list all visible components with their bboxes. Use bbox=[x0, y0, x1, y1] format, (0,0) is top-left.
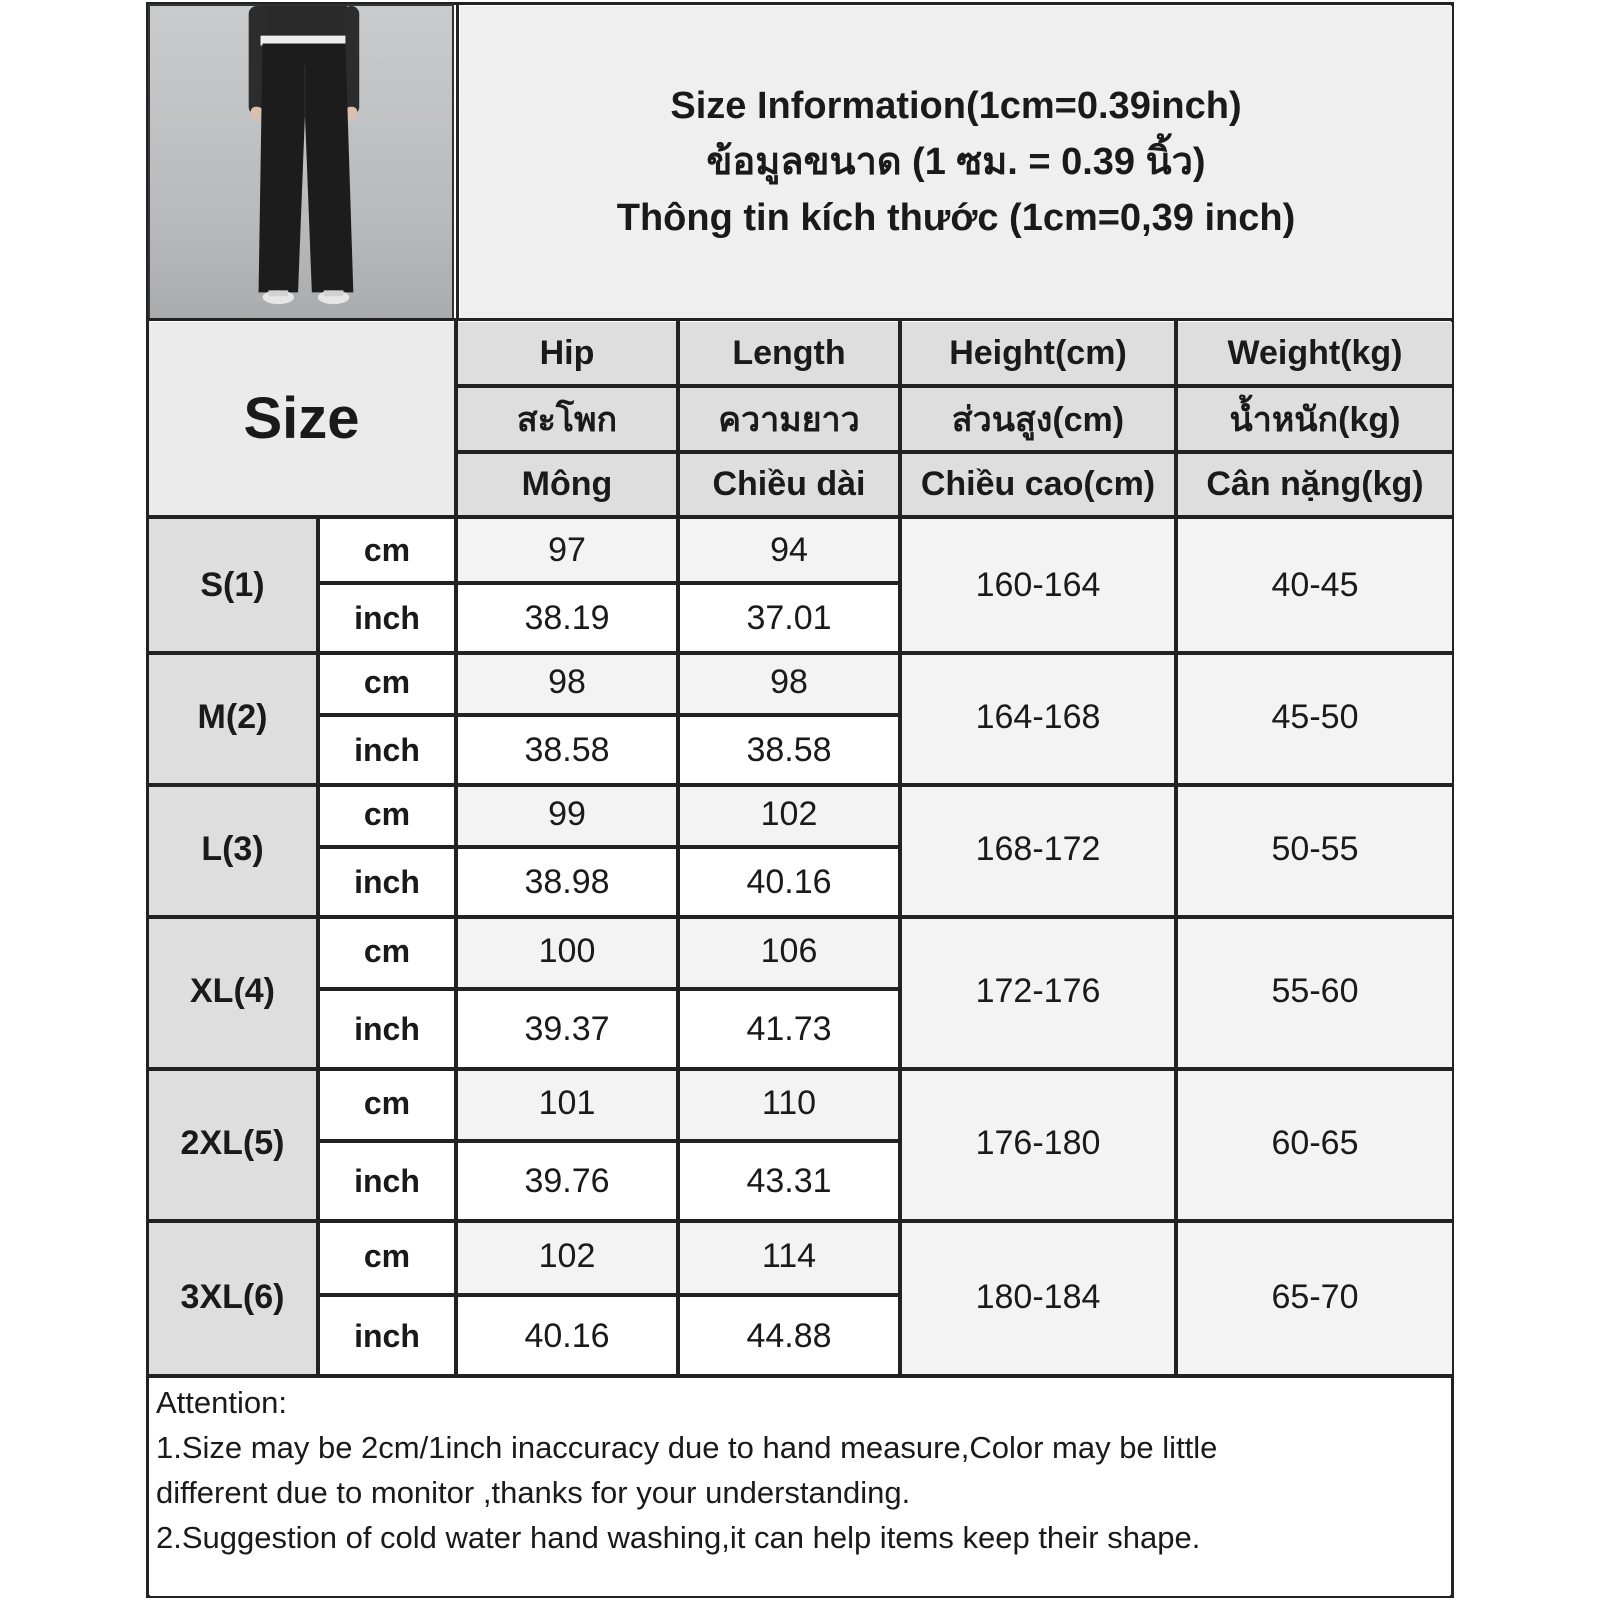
height-range: 160-164 bbox=[902, 519, 1174, 651]
unit-label-inch: inch bbox=[320, 1297, 454, 1375]
hip-inch-value: 38.19 bbox=[458, 585, 676, 651]
unit-label-cm: cm bbox=[320, 1067, 454, 1139]
title-divider bbox=[456, 2, 459, 320]
header-length-vi: Chiều dài bbox=[680, 454, 898, 515]
title-bottom-border bbox=[146, 318, 1454, 321]
row-block-line bbox=[146, 915, 1454, 919]
header-hip-en: Hip bbox=[458, 322, 676, 384]
size-label: XL(4) bbox=[149, 915, 316, 1067]
row-inner-line bbox=[320, 713, 898, 717]
weight-range: 60-65 bbox=[1178, 1067, 1452, 1219]
length-inch-value: 37.01 bbox=[680, 585, 898, 651]
product-photo bbox=[148, 4, 454, 320]
length-inch-value: 43.31 bbox=[680, 1143, 898, 1219]
header-height-th: ส่วนสูง(cm) bbox=[902, 388, 1174, 450]
table-bottom-line bbox=[146, 1374, 1454, 1378]
row-block-line bbox=[146, 1219, 1454, 1223]
hip-cm-value: 97 bbox=[458, 519, 676, 581]
title-block bbox=[460, 6, 1452, 318]
unit-label-inch: inch bbox=[320, 849, 454, 915]
length-cm-value: 110 bbox=[680, 1067, 898, 1139]
height-range: 172-176 bbox=[902, 915, 1174, 1067]
hip-cm-value: 99 bbox=[458, 783, 676, 845]
hip-inch-value: 38.58 bbox=[458, 717, 676, 783]
unit-label-inch: inch bbox=[320, 1143, 454, 1219]
header-line-2 bbox=[458, 450, 1454, 454]
unit-label-cm: cm bbox=[320, 651, 454, 713]
size-header: Size bbox=[149, 322, 454, 515]
row-block-line bbox=[146, 1067, 1454, 1071]
col-line-length bbox=[898, 318, 902, 1376]
unit-label-cm: cm bbox=[320, 915, 454, 987]
size-label: 2XL(5) bbox=[149, 1067, 316, 1219]
size-label: S(1) bbox=[149, 519, 316, 651]
hip-inch-value: 38.98 bbox=[458, 849, 676, 915]
height-range: 164-168 bbox=[902, 651, 1174, 783]
header-bottom-line bbox=[146, 515, 1454, 519]
weight-range: 40-45 bbox=[1178, 519, 1452, 651]
row-inner-line bbox=[320, 581, 898, 585]
length-cm-value: 98 bbox=[680, 651, 898, 713]
hip-cm-value: 98 bbox=[458, 651, 676, 713]
col-line-height bbox=[1174, 318, 1178, 1376]
title-english: Size Information(1cm=0.39inch) bbox=[670, 85, 1242, 127]
height-range: 176-180 bbox=[902, 1067, 1174, 1219]
unit-label-cm: cm bbox=[320, 1219, 454, 1293]
length-inch-value: 44.88 bbox=[680, 1297, 898, 1375]
attention-heading: Attention: bbox=[156, 1385, 287, 1420]
size-label: M(2) bbox=[149, 651, 316, 783]
header-weight-en: Weight(kg) bbox=[1178, 322, 1452, 384]
length-cm-value: 94 bbox=[680, 519, 898, 581]
header-height-vi: Chiều cao(cm) bbox=[902, 454, 1174, 515]
header-line-1 bbox=[458, 384, 1454, 388]
unit-label-inch: inch bbox=[320, 717, 454, 783]
row-inner-line bbox=[320, 987, 898, 991]
row-inner-line bbox=[320, 1139, 898, 1143]
length-inch-value: 38.58 bbox=[680, 717, 898, 783]
title-vietnamese: Thông tin kích thước (1cm=0,39 inch) bbox=[616, 197, 1296, 239]
header-hip-th: สะโพก bbox=[458, 388, 676, 450]
weight-range: 50-55 bbox=[1178, 783, 1452, 915]
hip-inch-value: 39.76 bbox=[458, 1143, 676, 1219]
header-hip-vi: Mông bbox=[458, 454, 676, 515]
length-inch-value: 41.73 bbox=[680, 991, 898, 1067]
row-inner-line bbox=[320, 1293, 898, 1297]
unit-label-cm: cm bbox=[320, 519, 454, 581]
attention-line-1: 1.Size may be 2cm/1inch inaccuracy due to hand measure,Color may be little bbox=[156, 1430, 1218, 1465]
hip-inch-value: 39.37 bbox=[458, 991, 676, 1067]
length-cm-value: 102 bbox=[680, 783, 898, 845]
weight-range: 65-70 bbox=[1178, 1219, 1452, 1375]
header-weight-th: น้ำหนัก(kg) bbox=[1178, 388, 1452, 450]
row-inner-line bbox=[320, 845, 898, 849]
header-height-en: Height(cm) bbox=[902, 322, 1174, 384]
product-photo-illustration bbox=[150, 6, 452, 318]
size-label: 3XL(6) bbox=[149, 1219, 316, 1375]
hip-cm-value: 101 bbox=[458, 1067, 676, 1139]
unit-label-cm: cm bbox=[320, 783, 454, 845]
attention-line-3: 2.Suggestion of cold water hand washing,it can help items keep their shape. bbox=[156, 1520, 1201, 1555]
height-range: 180-184 bbox=[902, 1219, 1174, 1375]
size-label: L(3) bbox=[149, 783, 316, 915]
header-length-th: ความยาว bbox=[680, 388, 898, 450]
attention-note bbox=[150, 1380, 1450, 1596]
unit-label-inch: inch bbox=[320, 991, 454, 1067]
hip-inch-value: 40.16 bbox=[458, 1297, 676, 1375]
row-block-line bbox=[146, 783, 1454, 787]
length-cm-value: 114 bbox=[680, 1219, 898, 1293]
height-range: 168-172 bbox=[902, 783, 1174, 915]
length-cm-value: 106 bbox=[680, 915, 898, 987]
header-length-en: Length bbox=[680, 322, 898, 384]
hip-cm-value: 102 bbox=[458, 1219, 676, 1293]
hip-cm-value: 100 bbox=[458, 915, 676, 987]
row-block-line bbox=[146, 651, 1454, 655]
attention-line-2: different due to monitor ,thanks for your understanding. bbox=[156, 1475, 911, 1510]
unit-label-inch: inch bbox=[320, 585, 454, 651]
header-weight-vi: Cân nặng(kg) bbox=[1178, 454, 1452, 515]
weight-range: 45-50 bbox=[1178, 651, 1452, 783]
col-line-size bbox=[316, 515, 320, 1376]
title-thai: ข้อมูลขนาด (1 ซม. = 0.39 นิ้ว) bbox=[706, 141, 1206, 183]
length-inch-value: 40.16 bbox=[680, 849, 898, 915]
weight-range: 55-60 bbox=[1178, 915, 1452, 1067]
